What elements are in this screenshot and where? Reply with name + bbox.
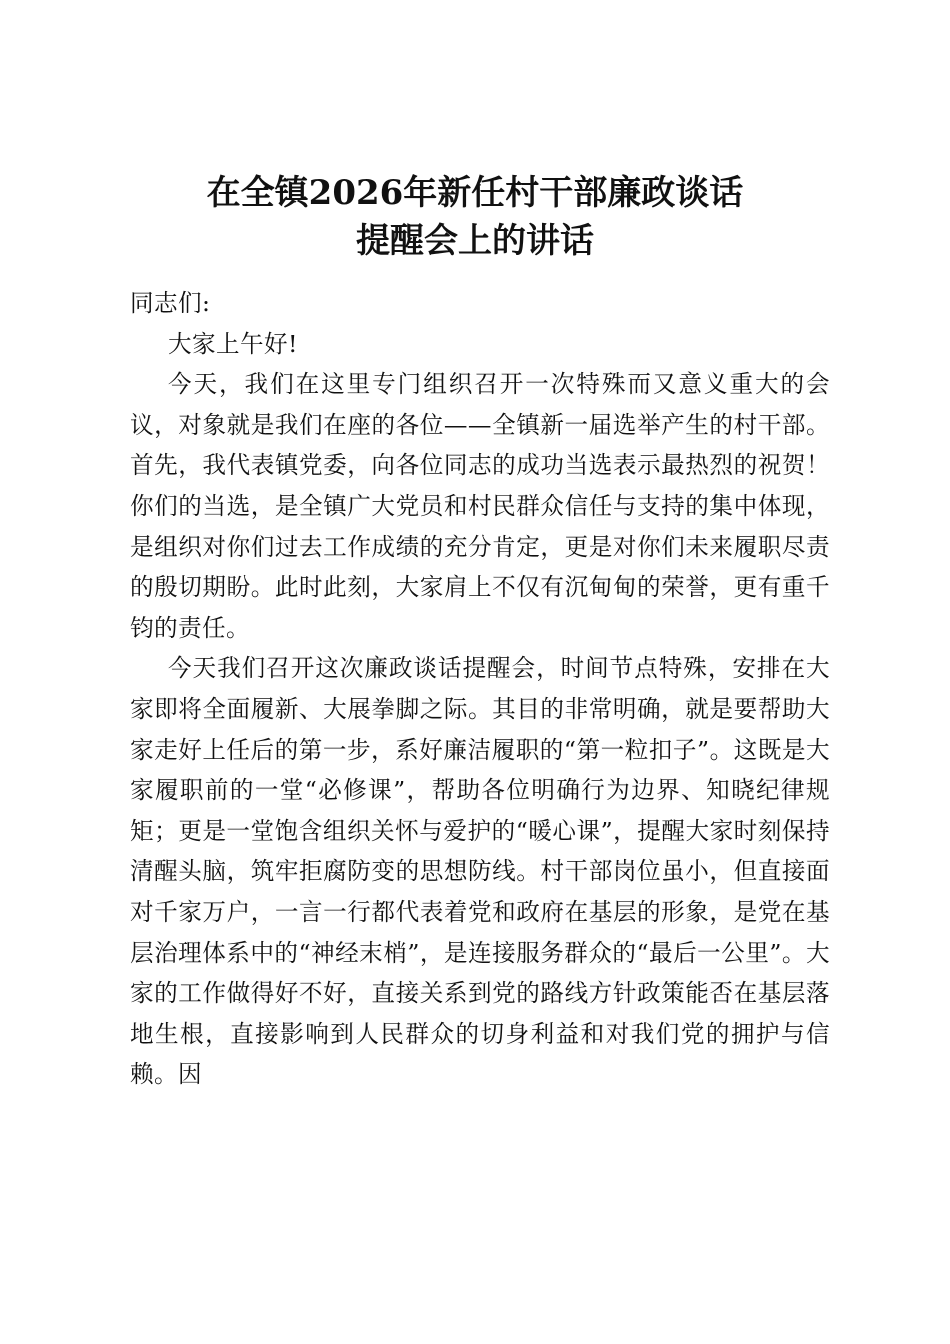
document-title-line2: 提醒会上的讲话 <box>356 221 594 261</box>
body-paragraph-2: 今天我们召开这次廉政谈话提醒会，时间节点特殊，安排在大家即将全面履新、大展拳脚之际。其目的非常明确，就是要帮助大家走好上任后的第一步，系好廉洁履职的“第一粒扣子”。这既是大家履职前的一堂“必修课”，帮助各位明确行为边界、知晓纪律规矩；更是一堂饱含组织关怀与爱护的“暖心课”，提醒大家时刻保持清醒头脑，筑牢拒腐防变的思想防线。村干部岗位虽小，但直接面对千家万户，一言一行都代表着党和政府在基层的形象，是党在基层治理体系中的“神经末梢”，是连接服务群众的“最后一公里”。大家的工作做得好不好，直接关系到党的路线方针政策能否在基层落地生根，直接影响到人民群众的切身利益和对我们党的拥护与信赖。因 <box>130 654 830 1089</box>
body-paragraph-1: 今天，我们在这里专门组织召开一次特殊而又意义重大的会议，对象就是我们在座的各位——全镇新一届选举产生的村干部。首先，我代表镇党委，向各位同志的成功当选表示最热烈的祝贺！你们的当选，是全镇广大党员和村民群众信任与支持的集中体现，是组织对你们过去工作成绩的充分肯定，更是对你们未来履职尽责的殷切期盼。此时此刻，大家肩上不仅有沉甸甸的荣誉，更有重千钧的责任。 <box>130 370 830 642</box>
salutation: 同志们: <box>130 289 211 317</box>
greeting-paragraph: 大家上午好! <box>168 329 298 358</box>
document-body <box>130 283 830 1095</box>
document-title-line1: 在全镇2026年新任村干部廉政谈话 <box>206 173 744 213</box>
